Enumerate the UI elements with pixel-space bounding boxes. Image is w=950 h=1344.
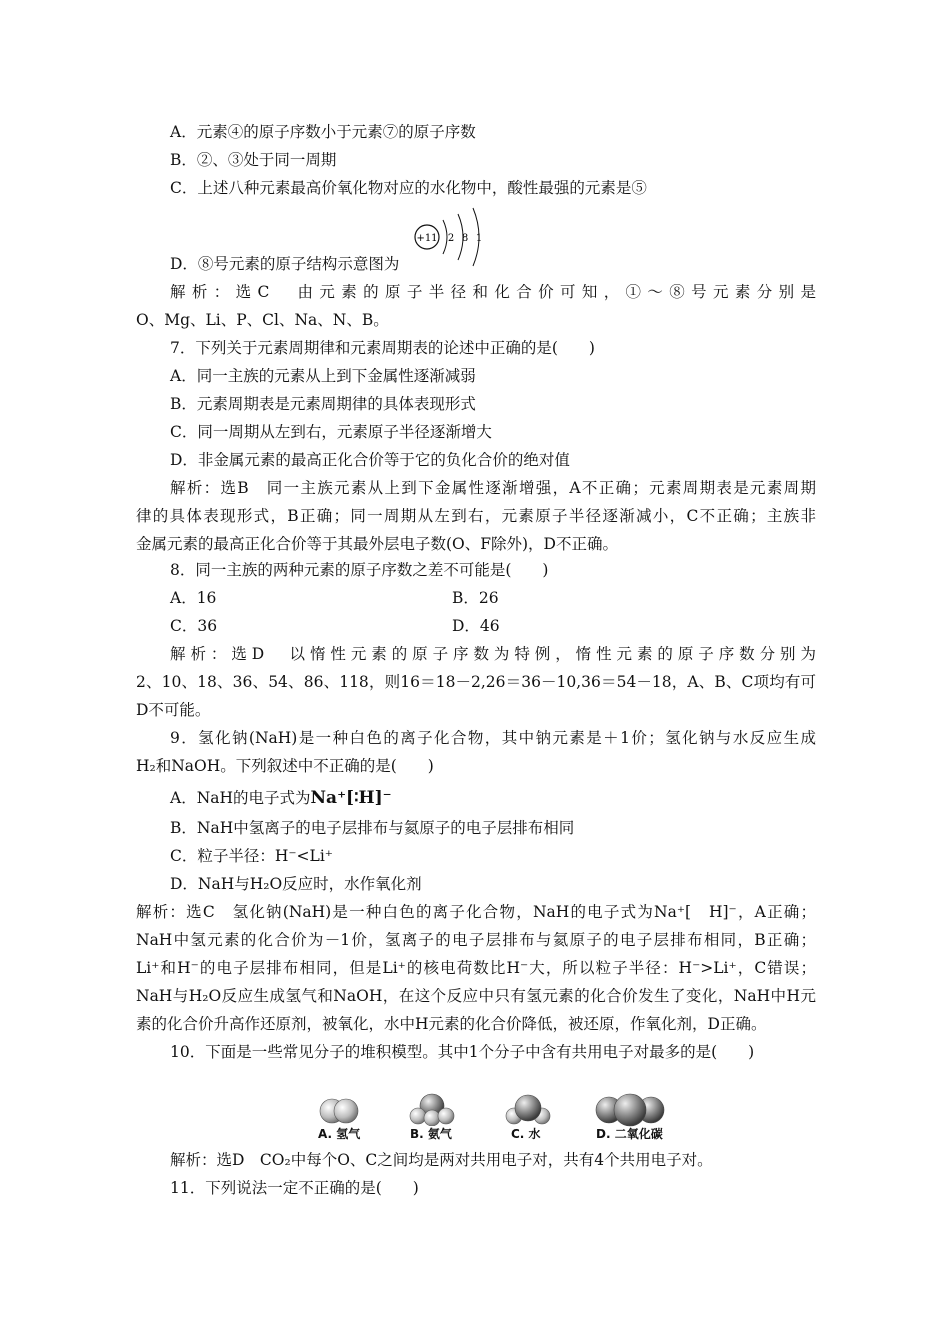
q7-analysis-line-2: 律的具体表现形式，B正确；同一周期从左到右，元素原子半径逐渐减小，C不正确；主族非 <box>136 507 816 525</box>
sodium-atom-structure-diagram <box>410 206 490 268</box>
shell-2-electrons: 8 <box>461 233 469 244</box>
nah-electron-formula: Na⁺[∶H]⁻ <box>310 788 392 808</box>
q9-option-a <box>170 788 392 808</box>
q9-option-a-text: A．NaH的电子式为 <box>170 789 311 807</box>
q8-option-a: A．16 <box>170 589 217 607</box>
q7-analysis-line-3: 金属元素的最高正化合价等于其最外层电子数(O、F除外)，D不正确。 <box>136 535 618 553</box>
q8-analysis-line-2: 2、10、18、36、54、86、118，则16＝18－2,26＝36－10,36＝54－18，A、B、C项均有可 <box>136 673 816 691</box>
q7-option-d: D．非金属元素的最高正化合价等于它的负化合价的绝对值 <box>170 451 570 469</box>
ammonia-molecule-model <box>408 1092 456 1126</box>
q8-option-d: D．46 <box>452 617 500 635</box>
q7-option-b: B．元素周期表是元素周期律的具体表现形式 <box>170 395 476 413</box>
q8-option-c: C．36 <box>170 617 218 635</box>
caption-hydrogen: A. 氢气 <box>318 1127 361 1141</box>
q9-option-c: C．粒子半径：H⁻<Li⁺ <box>170 847 333 865</box>
hydrogen-molecule-model <box>318 1096 360 1126</box>
shell-1-electrons: 2 <box>447 233 455 244</box>
q9-stem-line-1: 9．氢化钠(NaH)是一种白色的离子化合物，其中钠元素是＋1价；氢化钠与水反应生成 <box>170 729 816 747</box>
q6-analysis-line-1: 解析：选C 由元素的原子半径和化合价可知，①～⑧号元素分别是 <box>170 283 816 301</box>
caption-ammonia: B. 氨气 <box>410 1127 452 1141</box>
q10-analysis: 解析：选D CO₂中每个O、C之间均是两对共用电子对，共有4个共用电子对。 <box>170 1151 713 1169</box>
q7-option-a: A．同一主族的元素从上到下金属性逐渐减弱 <box>170 367 476 385</box>
atom-nucleus-label: +11 <box>416 233 438 244</box>
q9-analysis-line-5: 素的化合价升高作还原剂，被氧化，水中H元素的化合价降低，被还原，作氧化剂，D正确。 <box>136 1015 767 1033</box>
q9-stem-line-2: H₂和NaOH。下列叙述中不正确的是( ) <box>136 757 434 775</box>
q9-analysis-line-4: NaH与H₂O反应生成氢气和NaOH，在这个反应中只有氢元素的化合价发生了变化，NaH中H元 <box>136 987 816 1005</box>
q7-analysis-line-1: 解析：选B 同一主族元素从上到下金属性逐渐增强，A不正确；元素周期表是元素周期 <box>170 479 816 497</box>
caption-water: C. 水 <box>511 1127 541 1141</box>
carbon-dioxide-molecule-model <box>594 1092 666 1128</box>
q7-stem: 7．下列关于元素周期律和元素周期表的论述中正确的是( ) <box>170 339 595 357</box>
q11-stem: 11．下列说法一定不正确的是( ) <box>170 1179 419 1197</box>
q10-stem: 10．下面是一些常见分子的堆积模型。其中1个分子中含有共用电子对最多的是( ) <box>170 1043 755 1061</box>
q9-option-d: D．NaH与H₂O反应时，水作氧化剂 <box>170 875 422 893</box>
q7-option-c: C．同一周期从左到右，元素原子半径逐渐增大 <box>170 423 492 441</box>
q9-analysis-line-1: 解析：选C 氢化钠(NaH)是一种白色的离子化合物，NaH的电子式为Na⁺[ H]⁻，A正确； <box>136 903 816 921</box>
q8-analysis-line-1: 解析：选D 以惰性元素的原子序数为特例，惰性元素的原子序数分别为 <box>170 645 816 663</box>
q6-option-c: C．上述八种元素最高价氧化物对应的水化物中，酸性最强的元素是⑤ <box>170 179 647 197</box>
q9-analysis-line-3: Li⁺和H⁻的电子层排布相同，但是Li⁺的核电荷数比H⁻大，所以粒子半径：H⁻>Li⁺，C错误； <box>136 959 816 977</box>
q6-option-b: B．②、③处于同一周期 <box>170 151 337 169</box>
q8-option-b: B．26 <box>452 589 499 607</box>
q6-analysis-line-2: O、Mg、Li、P、Cl、Na、N、B。 <box>136 311 389 329</box>
q8-analysis-line-3: D不可能。 <box>136 701 211 719</box>
q9-option-b: B．NaH中氢离子的电子层排布与氦原子的电子层排布相同 <box>170 819 575 837</box>
q6-option-d: D．⑧号元素的原子结构示意图为 <box>170 255 400 273</box>
q8-stem: 8．同一主族的两种元素的原子序数之差不可能是( ) <box>170 561 549 579</box>
q6-option-a: A．元素④的原子序数小于元素⑦的原子序数 <box>170 123 476 141</box>
shell-3-electrons: 1 <box>475 233 483 244</box>
caption-carbon-dioxide: D. 二氧化碳 <box>596 1127 663 1141</box>
water-molecule-model <box>504 1092 552 1126</box>
q9-analysis-line-2: NaH中氢元素的化合价为－1价，氢离子的电子层排布与氦原子的电子层排布相同，B正确； <box>136 931 816 949</box>
